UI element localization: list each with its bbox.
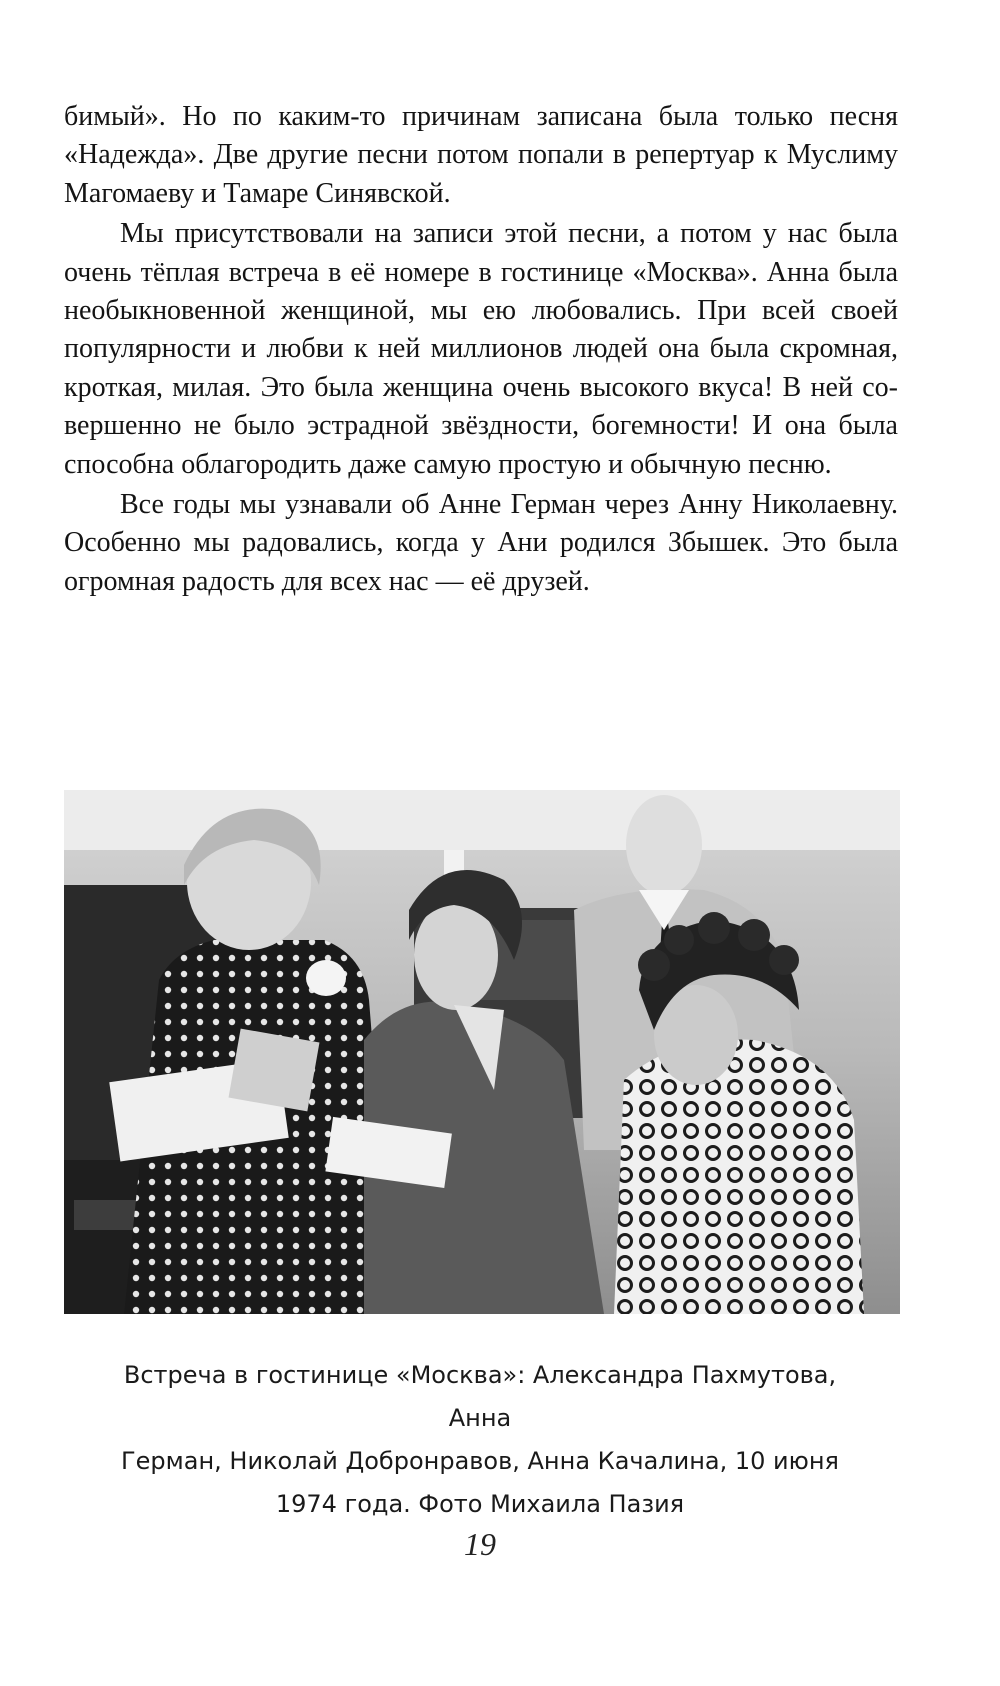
caption-line: Герман, Николай Добронравов, Анна Качалина, 10 июня (121, 1447, 839, 1475)
photograph (64, 790, 900, 1314)
paragraph: Мы присутствовали на записи этой песни, а потом у нас была очень тёплая встреча в её номере в гостинице «Москва». Анна была необыкновенной женщиной, мы ею любовались. При всей своей популярности и любви к ней миллионов людей она была скромная, кроткая, милая. Это была женщина очень высокого вкуса! В ней совершенно не было эстрадной звёздности, богемности! И она была способна облагородить даже самую простую и обычную песню. (64, 218, 898, 480)
body-text (64, 98, 898, 603)
paragraph: Все годы мы узнавали об Анне Герман через Анну Николаевну. Особенно мы радовались, когда у Ани родился Збышек. Это была огромная радость для всех нас — её друзей. (64, 489, 898, 597)
caption-line: Встреча в гостинице «Москва»: Александра Пахмутова, Анна (123, 1361, 837, 1432)
photo-caption (90, 1354, 870, 1526)
caption-line: 1974 года. Фото Михаила Пазия (275, 1490, 685, 1518)
page-number: 19 (464, 1526, 496, 1562)
paragraph: бимый». Но по каким-то причинам записана была только песня «Надежда». Две другие песни потом попали в репертуар к Муслиму Магомаеву и Тамаре Синявской. (64, 101, 898, 209)
